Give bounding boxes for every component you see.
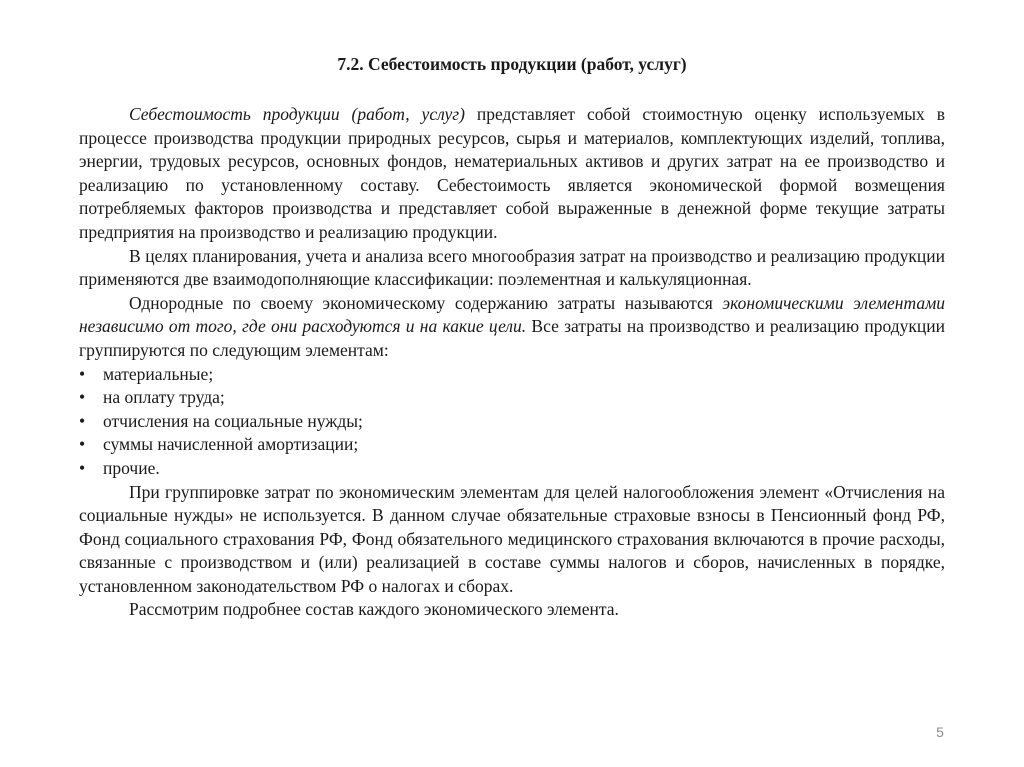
list-item [79,457,945,481]
list-item [79,363,945,387]
defined-term: Себестоимость продукции (работ, услуг) [129,104,465,124]
elements-list [79,363,945,481]
paragraph-classifications: В целях планирования, учета и анализа всего многообразия затрат на производство и реализацию продукции применяются две взаимодополняющие классификации: поэлементная и калькуляционная. [79,245,945,290]
list-item-text: на оплату труда; [103,387,225,408]
bullet-icon: • [79,410,86,431]
paragraph-conclusion: Рассмотрим подробнее состав каждого экономического элемента. [129,599,619,620]
bullet-icon: • [79,363,86,384]
page-number: 5 [936,724,944,740]
elements-intro-text: Однородные по своему экономическому содержанию затраты называются [129,292,723,313]
economic-elements-term: экономическими элементами независимо от того, где они расходуются и на какие цели. [79,292,945,337]
list-item-text: суммы начисленной амортизации; [103,434,359,455]
bullet-icon: • [79,387,86,408]
list-item-text: прочие. [103,457,160,478]
paragraph-economic-elements [79,292,945,363]
list-item-text: отчисления на социальные нужды; [103,410,363,431]
paragraph-definition [79,103,945,245]
list-item [79,410,945,434]
paragraph-taxation: При группировке затрат по экономическим элементам для целей налогообложения элемент «Отчисления на социальные нужды» не используется. В данном случае обязательные страховые взносы в Пенсионный фонд РФ, Фонд социального страхования РФ, Фонд обязательного медицинского страхования включаются в прочие расходы, связанные с производством и (или) реализацией в составе суммы налогов и сборов, начисленных в порядке, установленном законодательством РФ о налогах и сборах. [79,481,945,596]
elements-grouping-text: Все затраты на производство и реализацию продукции группируются по следующим элементам: [79,316,945,360]
bullet-icon: • [79,457,86,478]
list-item [79,433,945,457]
list-item-text: материальные; [103,363,214,384]
bullet-icon: • [79,434,86,455]
document-body [79,103,945,622]
definition-text: представляет собой стоимостную оценку используемых в процессе производства продукции природных ресурсов, сырья и материалов, комплектующих изделий, топлива, энергии, трудовых ресурсов, основных фондов, нематериальных активов и других затрат на ее производство и реализацию по установленному составу. Себестоимость является экономической формой возмещения потребляемых факторов производства и представляет собой выраженные в денежной форме текущие затраты предприятия на производство и реализацию продукции. [79,104,945,242]
section-title: 7.2. Себестоимость продукции (работ, услуг) [337,54,687,74]
list-item [79,386,945,410]
